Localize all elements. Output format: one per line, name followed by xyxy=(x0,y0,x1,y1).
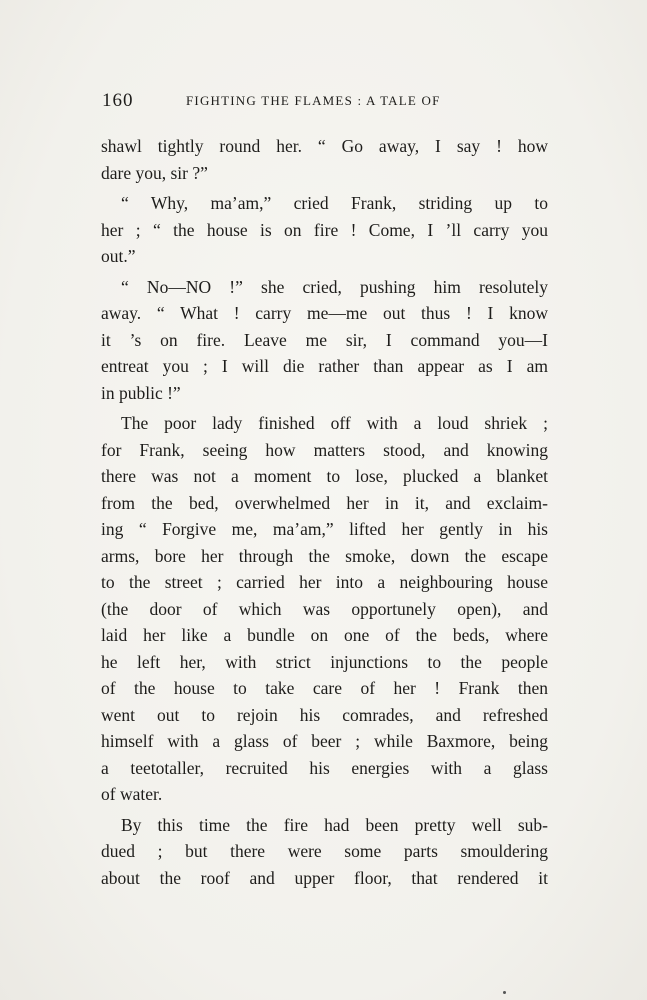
body-text xyxy=(101,133,548,891)
page-number: 160 xyxy=(102,90,134,111)
text-line: about the roof and upper floor, that rendered it xyxy=(101,867,548,888)
text-line: out.” xyxy=(101,246,136,266)
text-line: shawl tightly round her. “ Go away, I say ! how xyxy=(101,136,548,156)
text-line: (the door of which was opportunely open), and xyxy=(101,598,548,619)
text-line: The poor lady finished off with a loud shriek ; xyxy=(121,413,548,433)
text-line: himself with a glass of beer ; while Baxmore, being xyxy=(101,731,548,751)
text-line: he left her, with strict injunctions to the people xyxy=(101,651,548,672)
text-line: ing “ Forgive me, ma’am,” lifted her gently in his xyxy=(101,519,548,539)
text-line: dare you, sir ?” xyxy=(101,162,208,183)
print-speck xyxy=(503,991,506,994)
text-line: dued ; but there were some parts smouldering xyxy=(101,841,548,861)
text-line: it ’s on fire. Leave me sir, I command you—I xyxy=(101,329,548,350)
page-header xyxy=(102,90,548,116)
text-line: away. “ What ! carry me—me out thus ! I know xyxy=(101,303,548,323)
text-line: a teetotaller, recruited his energies with a glass xyxy=(101,757,548,778)
text-line: her ; “ the house is on fire ! Come, I ’ll carry you xyxy=(101,219,548,240)
text-line: laid her like a bundle on one of the beds, where xyxy=(101,625,548,645)
text-line: entreat you ; I will die rather than appear as I am xyxy=(101,356,548,376)
text-line: “ No—NO !” she cried, pushing him resolutely xyxy=(121,276,548,297)
running-head: FIGHTING THE FLAMES : A TALE OF xyxy=(186,93,441,108)
text-line: of the house to take care of her ! Frank then xyxy=(101,678,548,698)
text-line: there was not a moment to lose, plucked a blanket xyxy=(101,466,548,486)
text-line: from the bed, overwhelmed her in it, and exclaim- xyxy=(101,492,548,513)
text-line: in public !” xyxy=(101,382,181,403)
text-line: arms, bore her through the smoke, down the escape xyxy=(101,545,548,566)
text-line: By this time the fire had been pretty well sub- xyxy=(121,814,548,835)
text-line: of water. xyxy=(101,784,163,804)
text-line: for Frank, seeing how matters stood, and knowing xyxy=(101,439,548,460)
text-line: “ Why, ma’am,” cried Frank, striding up to xyxy=(121,193,548,213)
text-line: went out to rejoin his comrades, and refreshed xyxy=(101,704,548,725)
text-line: to the street ; carried her into a neighbouring house xyxy=(101,572,548,592)
